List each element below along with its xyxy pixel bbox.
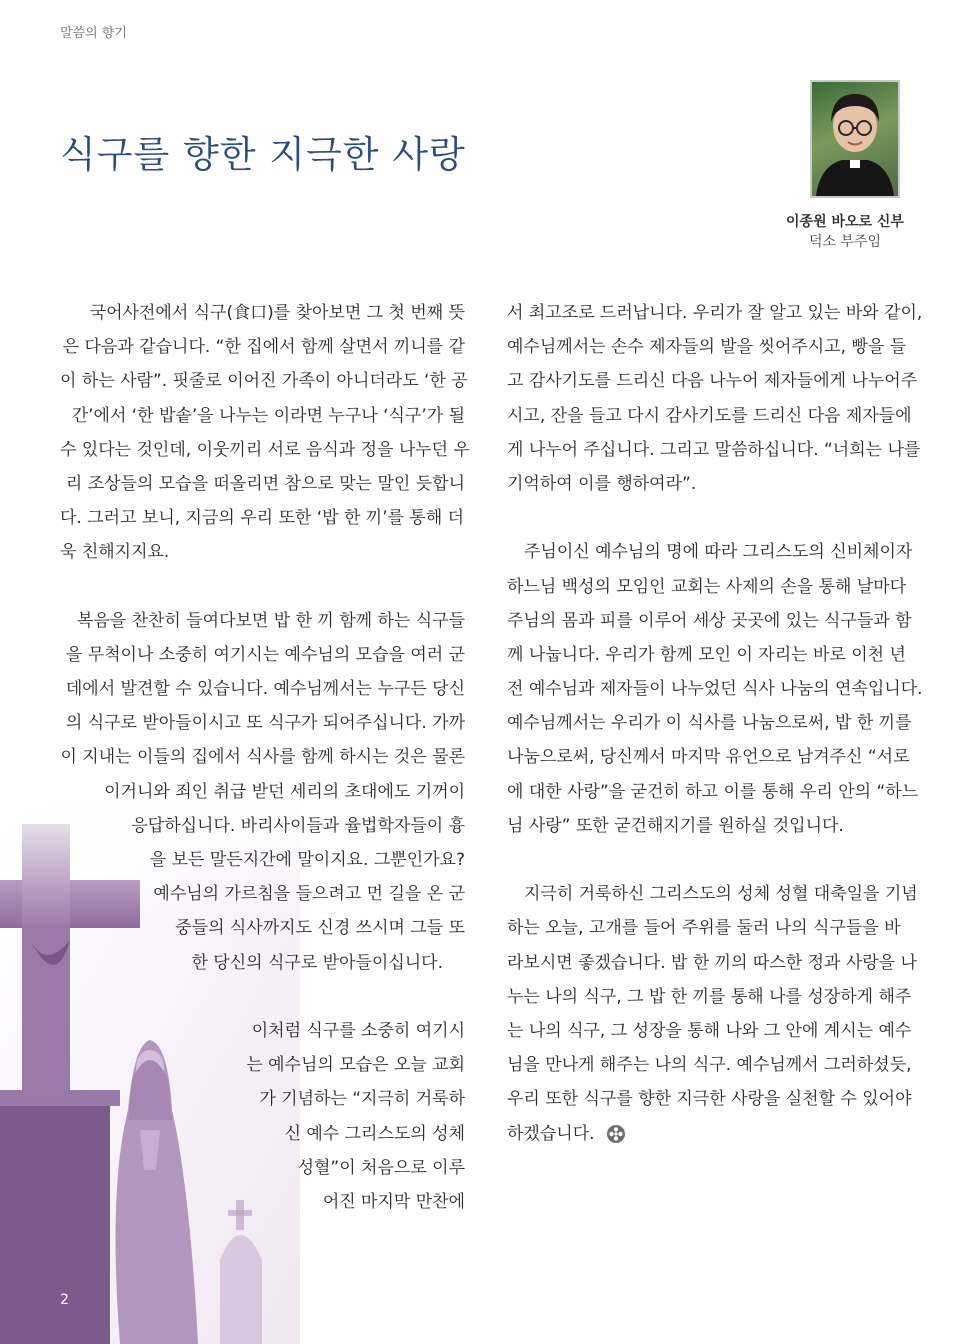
text-line: 가 기념하는 “지극히 거룩하	[259, 1089, 465, 1110]
text-line: 지극히 거룩하신 그리스도의 성체 성혈 대축일을 기념	[524, 884, 918, 905]
paragraph-gap	[507, 501, 915, 535]
text-line: 간’에서 ‘한 밥솥’을 나누는 이라면 누구나 ‘식구’가 될	[71, 405, 465, 426]
text-line: 는 나의 식구, 그 성장을 통해 나와 그 안에 계시는 예수	[507, 1020, 912, 1041]
text-line: 고 감사기도를 드리신 다음 나누어 제자들에게 나누어주	[507, 371, 918, 392]
text-line: 욱 친해지지요.	[60, 542, 170, 563]
text-line: 하는 오늘, 고개를 들어 주위를 둘러 나의 식구들을 바	[507, 918, 901, 939]
text-line: 라보시면 좋겠습니다. 밥 한 끼의 따스한 정과 사랑을 나	[507, 952, 917, 973]
author-info	[760, 212, 930, 252]
text-line: 님을 만나게 해주는 나의 식구. 예수님께서 그러하셨듯,	[507, 1055, 912, 1076]
text-line: 을 보든 말든지간에 말이지요. 그뿐인가요?	[149, 850, 465, 870]
text-line: 하느님 백성의 모임인 교회는 사제의 손을 통해 날마다	[507, 576, 907, 597]
text-line: 은 다음과 같습니다. “한 집에서 함께 살면서 끼니를 같	[62, 337, 465, 358]
text-line: 데에서 발견할 수 있습니다. 예수님께서는 누구든 당신	[65, 679, 465, 700]
text-line: 이처럼 식구를 소중히 여기시	[251, 1020, 465, 1041]
text-line: 신 예수 그리스도의 성체	[284, 1123, 465, 1144]
text-line: 주님이신 예수님의 명에 따라 그리스도의 신비체이자	[524, 542, 913, 563]
right-column	[507, 296, 923, 1151]
text-line: 님 사랑” 또한 굳건해지기를 원하실 것입니다.	[507, 815, 844, 836]
text-line: 는 예수님의 모습은 오늘 교회	[246, 1055, 465, 1076]
text-line: 예수님께서는 손수 제자들의 발을 씻어주시고, 빵을 들	[507, 337, 907, 358]
text-line: 예수님께서는 우리가 이 식사를 나눔으로써, 밥 한 끼를	[507, 713, 912, 734]
paragraph-gap	[60, 980, 465, 1014]
text-line: 성혈”이 처음으로 이루	[297, 1157, 465, 1178]
text-line: 에 대한 사랑”을 굳건히 하고 이를 통해 우리 안의 “하느	[507, 781, 919, 802]
text-line: 국어사전에서 식구(食口)를 찾아보면 그 첫 번째 뜻	[89, 303, 465, 323]
author-portrait	[810, 80, 900, 198]
last-line	[507, 1117, 915, 1151]
text-line: 이 하는 사람”. 핏줄로 이어진 가족이 아니더라도 ‘한 공	[60, 371, 468, 392]
text-line: 기억하여 이를 행하여라”.	[507, 473, 697, 494]
text-line: 을 무척이나 소중히 여기시는 예수님의 모습을 여러 군	[65, 644, 465, 665]
text-line: 서 최고조로 드러납니다. 우리가 잘 알고 있는 바와 같이,	[507, 303, 923, 323]
text-line: 한 당신의 식구로 받아들이십니다.	[191, 952, 443, 973]
text-line: 의 식구로 받아들이시고 또 식구가 되어주십니다. 가까	[65, 713, 465, 734]
text-line: 예수님의 가르침을 들으려고 먼 길을 온 군	[153, 884, 465, 905]
article-title: 식구를 향한 지극한 사랑	[60, 133, 466, 176]
page-number: 2	[60, 1292, 69, 1308]
text-line: 이 지내는 이들의 집에서 식사를 함께 하시는 것은 물론	[60, 747, 465, 768]
text-line: 우리 또한 식구를 향한 지극한 사랑을 실천할 수 있어야	[507, 1089, 912, 1110]
section-label: 말씀의 향기	[60, 26, 127, 41]
paragraph-gap	[507, 843, 915, 877]
author-role: 덕소 부주임	[808, 234, 882, 250]
text-line: 께 나눕니다. 우리가 함께 모인 이 자리는 바로 이천 년	[507, 644, 906, 665]
text-line: 리 조상들의 모습을 떠올리면 참으로 맞는 말인 듯합니	[65, 473, 465, 494]
text-line: 수 있다는 것인데, 이웃끼리 서로 음식과 정을 나누던 우	[60, 439, 470, 460]
text-line: 이거니와 죄인 취급 받던 세리의 초대에도 기꺼이	[104, 781, 465, 802]
text-line: 시고, 잔을 들고 다시 감사기도를 드리신 다음 제자들에	[507, 405, 912, 426]
end-ornament-icon	[606, 1124, 626, 1144]
text-line: 나눔으로써, 당신께서 마지막 유언으로 남겨주신 “서로	[507, 747, 910, 768]
text-line: 게 나누어 주십니다. 그리고 말씀하십니다. “너희는 나를	[507, 439, 921, 460]
text-line: 누는 나의 식구, 그 밥 한 끼를 통해 나를 성장하게 해주	[507, 986, 912, 1007]
left-column	[60, 296, 470, 1219]
text-line: 주님의 몸과 피를 이루어 세상 곳곳에 있는 식구들과 함	[507, 610, 912, 631]
text-line: 다. 그러고 보니, 지금의 우리 또한 ‘밥 한 끼’를 통해 더	[60, 508, 465, 529]
text-line: 어진 마지막 만찬에	[322, 1191, 465, 1212]
text-line: 복음을 찬찬히 들여다보면 밥 한 끼 함께 하는 식구들	[76, 610, 465, 631]
text-line: 응답하십니다. 바리사이들과 율법학자들이 흉	[131, 815, 465, 836]
author-photo-graphic	[812, 82, 898, 196]
paragraph-gap	[60, 570, 465, 604]
text-line: 중들의 식사까지도 신경 쓰시며 그들 또	[175, 918, 465, 939]
text-line: 하겠습니다.	[507, 1123, 595, 1144]
author-name: 이종원 바오로 신부	[786, 214, 904, 230]
text-line: 전 예수님과 제자들이 나누었던 식사 나눔의 연속입니다.	[507, 679, 923, 700]
